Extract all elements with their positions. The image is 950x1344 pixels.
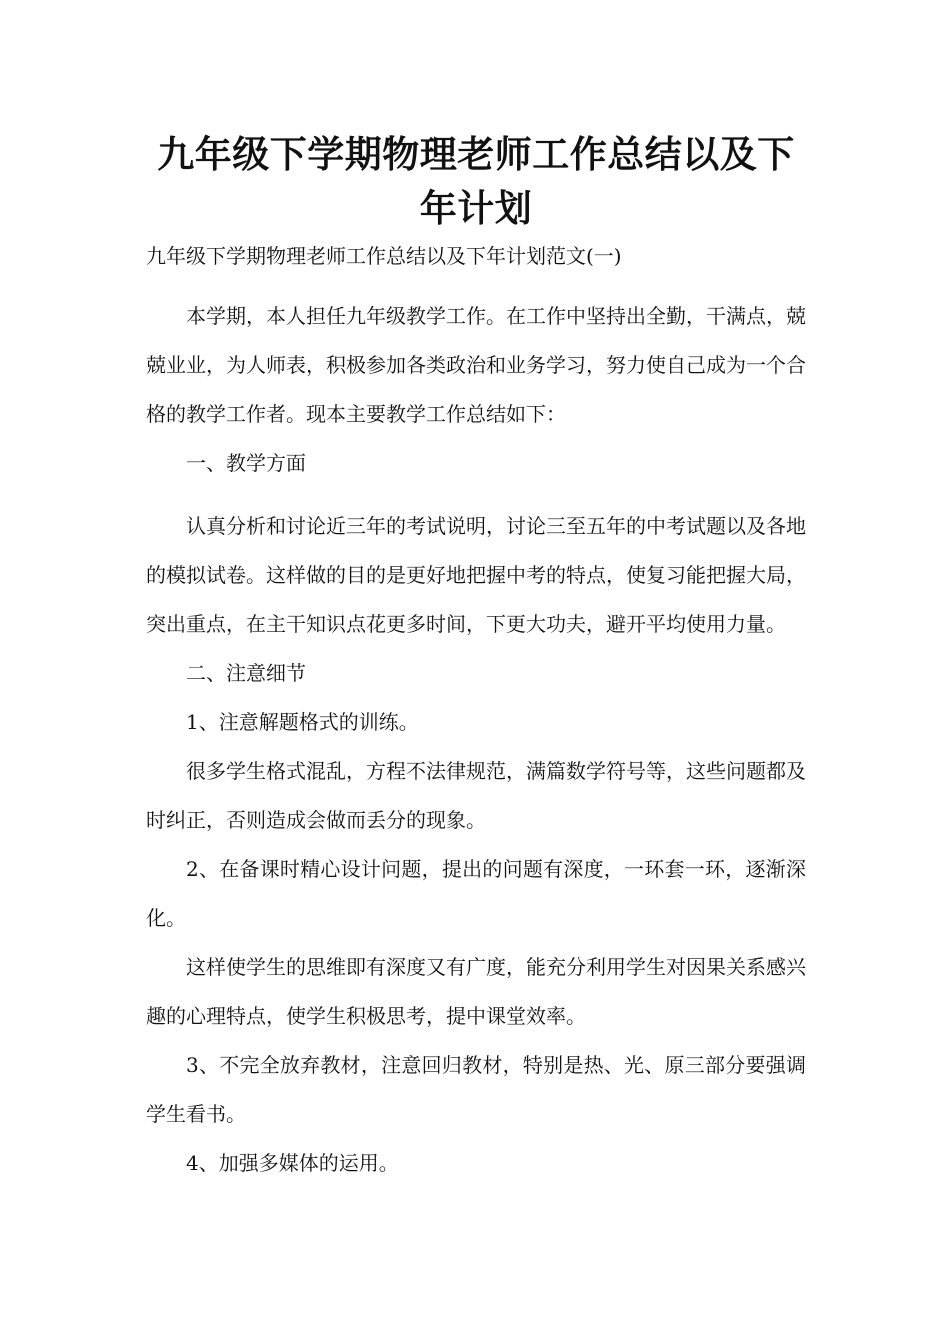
- document-subtitle: 九年级下学期物理老师工作总结以及下年计划范文(一): [146, 244, 622, 268]
- document-title: 九年级下学期物理老师工作总结以及下年计划: [157, 133, 795, 230]
- document-page: [146, 128, 806, 1188]
- list-item-2: 2、在备课时精心设计问题，提出的问题有深度，一环套一环，逐渐深化。: [146, 857, 806, 930]
- paragraph-intro: 本学期，本人担任九年级教学工作。在工作中坚持出全勤，干满点，兢兢业业，为人师表，积极参加各类政治和业务学习，努力使自己成为一个合格的教学工作者。现本主要教学工作总结如下：: [146, 304, 806, 426]
- list-item-3: 3、不完全放弃教材，注意回归教材，特别是热、光、原三部分要强调学生看书。: [146, 1053, 806, 1126]
- heading-teaching: 一、教学方面: [186, 451, 306, 475]
- paragraph-thinking: 这样使学生的思维即有深度又有广度，能充分利用学生对因果关系感兴趣的心理特点，使学生积极思考，提中课堂效率。: [146, 955, 806, 1028]
- heading-details: 二、注意细节: [186, 661, 306, 685]
- list-item-4: 4、加强多媒体的运用。: [186, 1151, 399, 1175]
- paragraph-format: 很多学生格式混乱，方程不法律规范，满篇数学符号等，这些问题都及时纠正，否则造成会做而丢分的现象。: [146, 759, 806, 832]
- paragraph-teaching: 认真分析和讨论近三年的考试说明，讨论三至五年的中考试题以及各地的模拟试卷。这样做的目的是更好地把握中考的特点，使复习能把握大局，突出重点，在主干知识点花更多时间，下更大功夫，避开平均使用力量。: [146, 514, 806, 636]
- list-item-1: 1、注意解题格式的训练。: [186, 710, 419, 734]
